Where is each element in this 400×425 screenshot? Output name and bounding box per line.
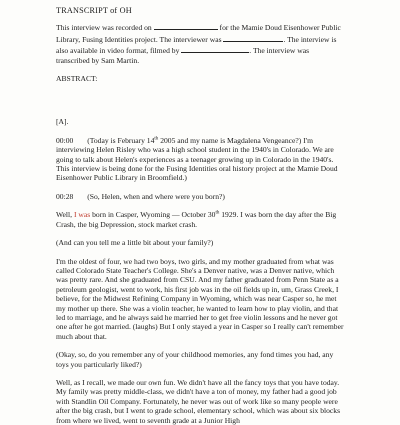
document-heading: TRANSCRIPT of OH xyxy=(56,6,132,15)
transcript-paragraph-7: Well, as I recall, we made our own fun. We didn't have all the fancy toys that you have today. My family was pretty middle-class, we didn't have a ton of money, my father had a good job with Standlin Oil Company. Fortunately, he never was out of work like so many people were after the big crash, but I went to grade school, elementary school, which was about six blocks from where we lived, went to seventh grade at a Junior High xyxy=(56,377,341,425)
transcript-paragraph-4: (And can you tell me a little bit about your family?) xyxy=(56,238,214,248)
interviewer-blank xyxy=(223,33,283,42)
timestamp: 00:28 xyxy=(56,191,74,201)
videographer-blank xyxy=(181,44,249,53)
transcript-paragraph-3: Well, I was born in Casper, Wyoming — October 30th 1929. I was born the day after the Big Crash, the big Depression, stock market crash. xyxy=(56,210,337,229)
transcript-paragraph-6: (Okay, so, do you remember any of your childhood memories, any fond times you had, any toys you particularly liked?) xyxy=(56,350,334,369)
transcript-paragraph-1: 00:00 (Today is February 14th 2005 and my name is Magdalena Vengeance?) I'm interviewing Helen Risley who was a high school student in the 1940's in Colorado. We are going to talk about Helen's experiences as a teenager growing up in Colorado in the 1940's. This interview is being done for the Fusing Identities oral history project at the Mamie Doud Eisenhower Public Library in Broomfield.) xyxy=(56,135,338,183)
section-marker: [A]. xyxy=(56,117,69,127)
intro-text-4: . The interview was transcribed by Sam Martin. xyxy=(56,46,310,65)
abstract-label: ABSTRACT: xyxy=(56,74,98,84)
transcript-paragraph-5: I'm the oldest of four, we had two boys, two girls, and my mother graduated from what was called Colorado State Teacher's College. She's a Denver native, was a Denver native, which was pretty rare. And she graduated from CSU. And my father graduated from Penn State as a petroleum geologist, went to work, his first job was in the oil fields up in, um, Grass Creek, I believe, for the Midwest Refining Company in Wyoming, which was near Casper so, he met my mother up there. She was a violin teacher, he wanted to learn how to play violin, and that led to marriage, and he always said he married her to get free violin lessons and he never got one after he got married. (laughs) But I only stayed a year in Casper so I really can't remember much about that. xyxy=(56,256,344,341)
handwritten-correction: I was xyxy=(73,210,91,220)
intro-paragraph xyxy=(56,21,344,65)
intro-text-2: for the Mamie Doud Eisenhower Public Library, Fusing Identities project. The interviewer was xyxy=(56,23,341,44)
timestamp: 00:00 xyxy=(56,135,74,145)
intro-text-3: . The interview is also available in video format, filmed by xyxy=(56,34,337,56)
transcript-paragraph-2: 00:28 (So, Helen, when and where were you born?) xyxy=(56,191,225,201)
intro-text-1: This interview was recorded on xyxy=(56,23,152,33)
recording-date-blank xyxy=(154,21,218,30)
